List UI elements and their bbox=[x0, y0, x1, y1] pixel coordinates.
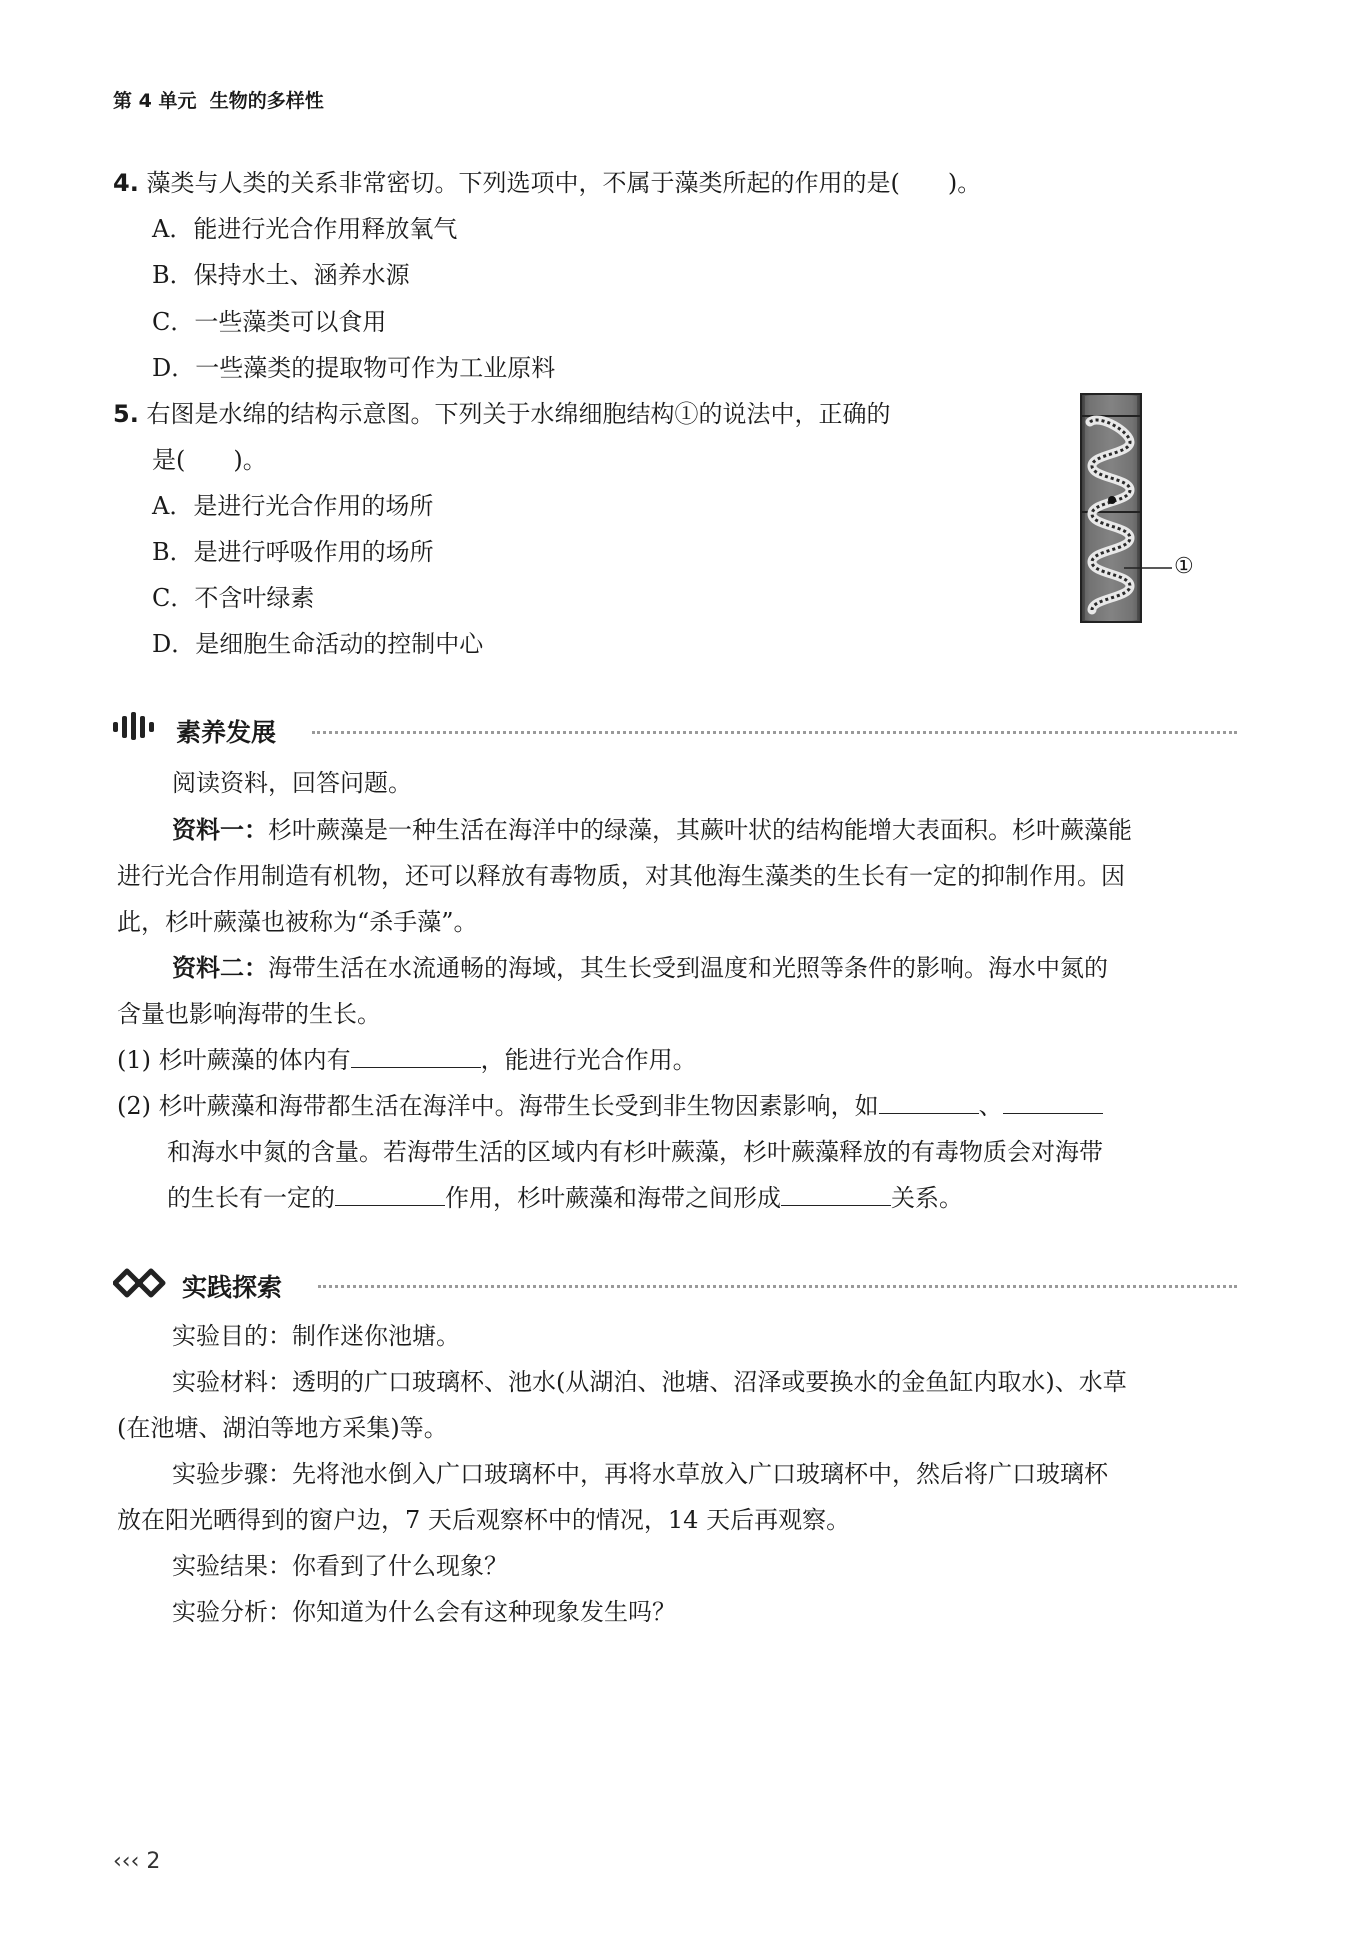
q4-option-a: A．能进行光合作用释放氧气 bbox=[152, 215, 458, 243]
question-5-stem bbox=[113, 394, 890, 429]
subquestion-1-text-a: (1) 杉叶蕨藻的体内有 bbox=[117, 1046, 351, 1074]
experiment-result: 实验结果：你看到了什么现象？ bbox=[172, 1552, 508, 1580]
section-divider-2 bbox=[318, 1285, 1237, 1288]
unit-label: 第 4 单元 bbox=[113, 90, 197, 112]
q5-option-d: D．是细胞生命活动的控制中心 bbox=[152, 630, 484, 658]
section-icon-bars bbox=[113, 712, 165, 746]
section-icon-diamond bbox=[113, 1268, 171, 1304]
subquestion-1-text-b: ，能进行光合作用。 bbox=[480, 1046, 697, 1074]
experiment-steps-line1: 实验步骤：先将池水倒入广口玻璃杯中，再将水草放入广口玻璃杯中，然后将广口玻璃杯 bbox=[172, 1460, 1108, 1488]
experiment-materials-line1: 实验材料：透明的广口玻璃杯、池水(从湖泊、池塘、沼泽或要换水的金鱼缸内取水)、水草 bbox=[172, 1368, 1127, 1396]
q5-option-a: A．是进行光合作用的场所 bbox=[152, 492, 434, 520]
answer-blank-5[interactable] bbox=[781, 1183, 891, 1206]
answer-blank-3[interactable] bbox=[1003, 1091, 1103, 1114]
subquestion-2-line2: 和海水中氮的含量。若海带生活的区域内有杉叶蕨藻，杉叶蕨藻释放的有毒物质会对海带 bbox=[167, 1138, 1103, 1166]
page-header bbox=[113, 86, 324, 113]
subquestion-2-text-a: (2) 杉叶蕨藻和海带都生活在海洋中。海带生长受到非生物因素影响，如 bbox=[117, 1092, 879, 1120]
question-4-stem bbox=[113, 163, 981, 198]
material-1-label: 资料一： bbox=[172, 815, 268, 844]
material-1-line2: 进行光合作用制造有机物，还可以释放有毒物质，对其他海生藻类的生长有一定的抑制作用。因 bbox=[117, 862, 1125, 890]
subquestion-2-text-e: 关系。 bbox=[891, 1184, 963, 1212]
subquestion-2-text-d: 作用，杉叶蕨藻和海带之间形成 bbox=[445, 1184, 781, 1212]
q5-option-c: C．不含叶绿素 bbox=[152, 584, 315, 612]
question-5-text-line2: 是( )。 bbox=[152, 446, 267, 474]
spirogyra-figure bbox=[1080, 392, 1230, 624]
material-1-text: 杉叶蕨藻是一种生活在海洋中的绿藻，其蕨叶状的结构能增大表面积。杉叶蕨藻能 bbox=[268, 816, 1132, 844]
q4-option-c: C．一些藻类可以食用 bbox=[152, 308, 387, 336]
q5-option-b: B．是进行呼吸作用的场所 bbox=[152, 538, 434, 566]
question-5-number: 5. bbox=[113, 400, 139, 428]
question-5-text-line1: 右图是水绵的结构示意图。下列关于水绵细胞结构①的说法中，正确的 bbox=[146, 400, 891, 428]
answer-blank-1[interactable] bbox=[351, 1045, 481, 1068]
material-1-line3: 此，杉叶蕨藻也被称为“杀手藻”。 bbox=[117, 908, 478, 936]
reading-intro: 阅读资料，回答问题。 bbox=[172, 769, 412, 797]
question-4-text: 藻类与人类的关系非常密切。下列选项中，不属于藻类所起的作用的是( )。 bbox=[146, 169, 982, 197]
section-divider bbox=[312, 731, 1237, 734]
material-1-line1 bbox=[172, 810, 1132, 845]
subquestion-2-line3 bbox=[167, 1178, 963, 1213]
subquestion-2-text-c: 的生长有一定的 bbox=[167, 1184, 335, 1212]
question-4-number: 4. bbox=[113, 169, 139, 197]
material-2-line1 bbox=[172, 948, 1108, 983]
experiment-materials-line2: (在池塘、湖泊等地方采集)等。 bbox=[117, 1414, 448, 1442]
section-title-literacy: 素养发展 bbox=[176, 718, 277, 747]
material-2-line2: 含量也影响海带的生长。 bbox=[117, 1000, 381, 1028]
answer-blank-4[interactable] bbox=[335, 1183, 445, 1206]
spirogyra-diagram bbox=[1080, 392, 1230, 624]
experiment-steps-line2: 放在阳光晒得到的窗户边，7 天后观察杯中的情况，14 天后再观察。 bbox=[117, 1506, 851, 1534]
material-2-text: 海带生活在水流通畅的海域，其生长受到温度和光照等条件的影响。海水中氮的 bbox=[268, 954, 1108, 982]
section-title-practice: 实践探索 bbox=[182, 1273, 283, 1302]
page-footer bbox=[113, 1849, 160, 1874]
experiment-purpose: 实验目的：制作迷你池塘。 bbox=[172, 1322, 460, 1350]
subquestion-1 bbox=[117, 1040, 697, 1075]
subquestion-2-line1 bbox=[117, 1086, 1103, 1121]
page-arrows: ‹‹‹ bbox=[113, 1849, 140, 1874]
material-2-label: 资料二： bbox=[172, 953, 268, 982]
q4-option-b: B．保持水土、涵养水源 bbox=[152, 261, 410, 289]
page-number: 2 bbox=[146, 1849, 161, 1874]
q4-option-d: D．一些藻类的提取物可作为工业原料 bbox=[152, 354, 556, 382]
experiment-analysis: 实验分析：你知道为什么会有这种现象发生吗？ bbox=[172, 1598, 676, 1626]
structure-1-label: ① bbox=[1174, 554, 1194, 579]
unit-title: 生物的多样性 bbox=[209, 90, 324, 112]
subquestion-2-separator: 、 bbox=[978, 1092, 1003, 1120]
answer-blank-2[interactable] bbox=[879, 1091, 979, 1114]
